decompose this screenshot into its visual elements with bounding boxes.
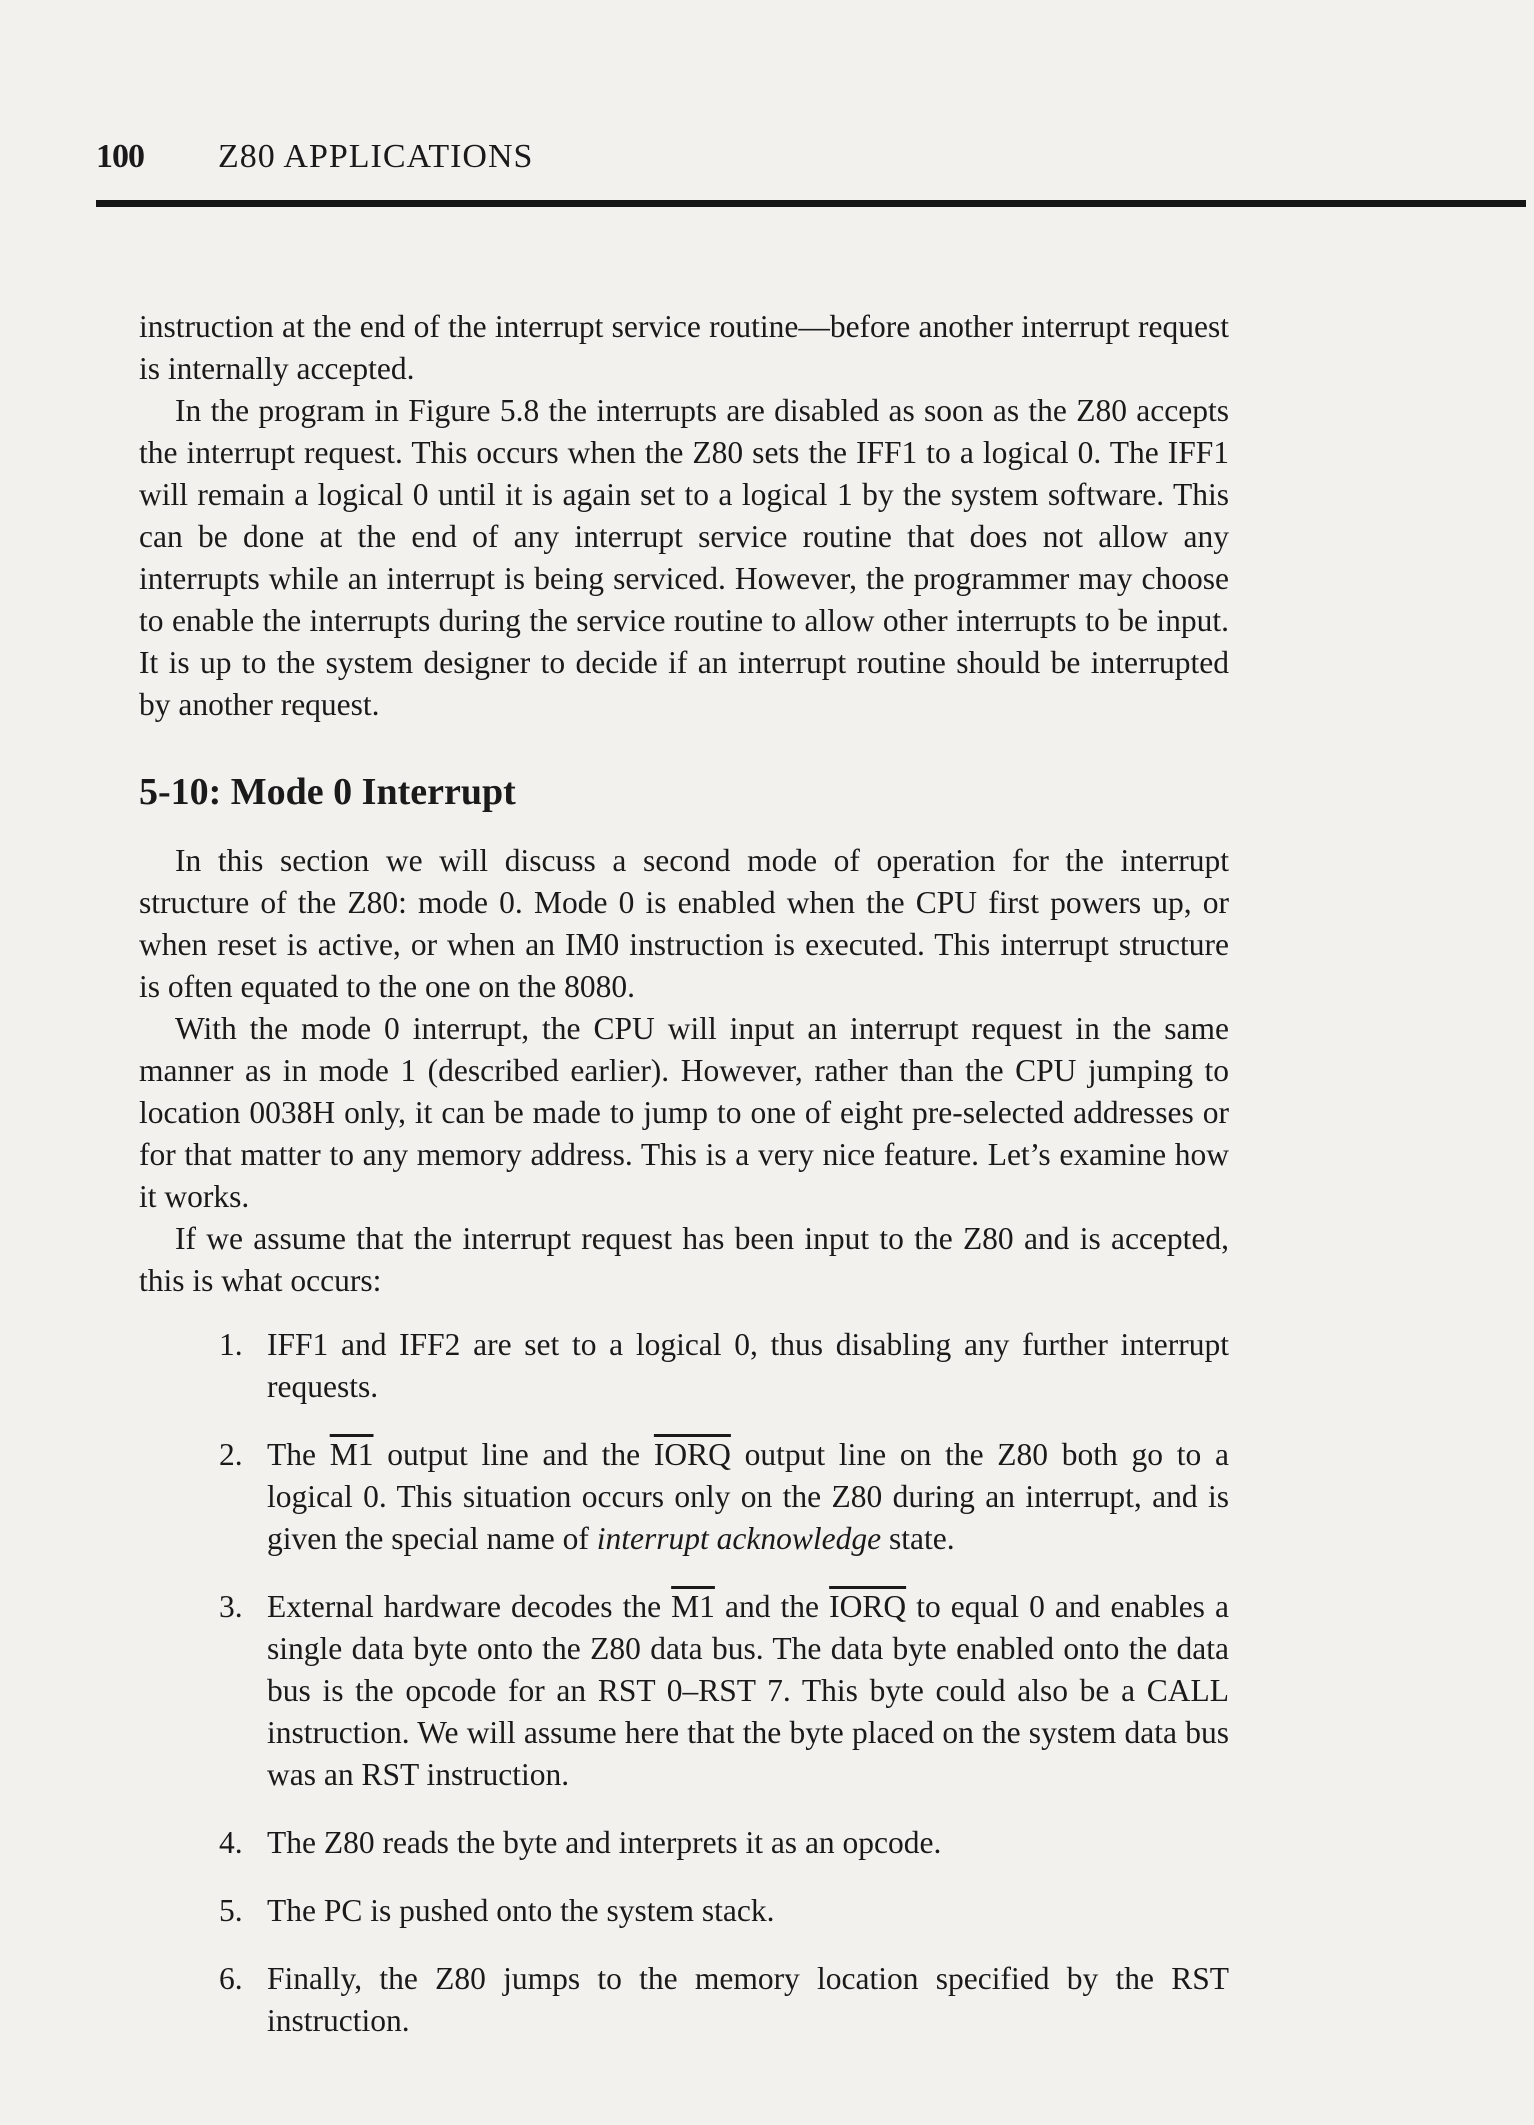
list-number: 6. (219, 1961, 243, 1996)
list-item (139, 1890, 1229, 1932)
term-interrupt-acknowledge: interrupt acknowledge (596, 1521, 882, 1556)
running-head: Z80 APPLICATIONS (218, 138, 534, 175)
section-heading: 5-10: Mode 0 Interrupt (139, 771, 516, 813)
page-body (139, 306, 1229, 2068)
text-run: to equal 0 and enables a single data byte onto the Z80 data bus. The data byte enabled onto the data bus is the opcode for an RST 0–RST 7. This byte could also be a CALL instruction. We will assume here that the byte placed on the system data bus was an RST instruction. (267, 1589, 1229, 1792)
list-item (139, 1324, 1229, 1408)
list-item (139, 1822, 1229, 1864)
list-item (139, 1434, 1229, 1560)
page-header (96, 138, 1526, 182)
signal-iorq: IORQ (829, 1589, 907, 1624)
list-text: Finally, the Z80 jumps to the memory location specified by the RST instruction. (267, 1961, 1229, 2038)
list-item (139, 1958, 1229, 2042)
list-text (267, 1589, 1229, 1792)
intro-paragraph-2: In the program in Figure 5.8 the interrupts are disabled as soon as the Z80 accepts the interrupt request. This occurs when the Z80 sets the IFF1 to a logical 0. The IFF1 will remain a logical 0 until it is again set to a logical 1 by the system software. This can be done at the end of any interrupt service routine that does not allow any interrupts while an interrupt is being serviced. However, the programmer may choose to enable the interrupts during the service routine to allow other interrupts to be input. It is up to the system designer to decide if an interrupt routine should be interrupted by another request. (139, 393, 1229, 722)
text-run: output line and the (373, 1437, 654, 1472)
text-run: state. (881, 1521, 955, 1556)
signal-m1: M1 (329, 1437, 374, 1472)
list-number: 2. (219, 1437, 243, 1472)
list-text: The Z80 reads the byte and interprets it as an opcode. (267, 1825, 942, 1860)
list-text: IFF1 and IFF2 are set to a logical 0, thus disabling any further interrupt requests. (267, 1327, 1229, 1404)
list-text: The PC is pushed onto the system stack. (267, 1893, 775, 1928)
signal-iorq: IORQ (653, 1437, 731, 1472)
list-text (267, 1437, 1229, 1556)
list-item (139, 1586, 1229, 1796)
text-run: The (267, 1437, 330, 1472)
list-number: 3. (219, 1589, 243, 1624)
text-run: output line on the Z80 both go to a logical 0. This situation occurs only on the Z80 during an interrupt, and is given the special name of (267, 1437, 1229, 1556)
header-rule (96, 200, 1526, 207)
intro-paragraph-1: instruction at the end of the interrupt service routine—before another interrupt request is internally accepted. (139, 309, 1229, 386)
list-number: 1. (219, 1327, 243, 1362)
text-run: and the (714, 1589, 830, 1624)
section-paragraph-2: With the mode 0 interrupt, the CPU will input an interrupt request in the same manner as in mode 1 (described earlier). However, rather than the CPU jumping to location 0038H only, it can be made to jump to one of eight pre-selected addresses or for that matter to any memory address. This is a very nice feature. Let’s examine how it works. (139, 1011, 1229, 1214)
section-paragraph-3: If we assume that the interrupt request has been input to the Z80 and is accepted, this is what occurs: (139, 1221, 1229, 1298)
text-run: External hardware decodes the (267, 1589, 672, 1624)
signal-m1: M1 (671, 1589, 715, 1624)
section-paragraph-1: In this section we will discuss a second mode of operation for the interrupt structure of the Z80: mode 0. Mode 0 is enabled when the CPU first powers up, or when reset is active, or when an IM0 instruction is executed. This interrupt structure is often equated to the one on the 8080. (139, 843, 1229, 1004)
page-number: 100 (96, 138, 144, 175)
list-number: 4. (219, 1825, 243, 1860)
steps-list (139, 1324, 1229, 2042)
list-number: 5. (219, 1893, 243, 1928)
